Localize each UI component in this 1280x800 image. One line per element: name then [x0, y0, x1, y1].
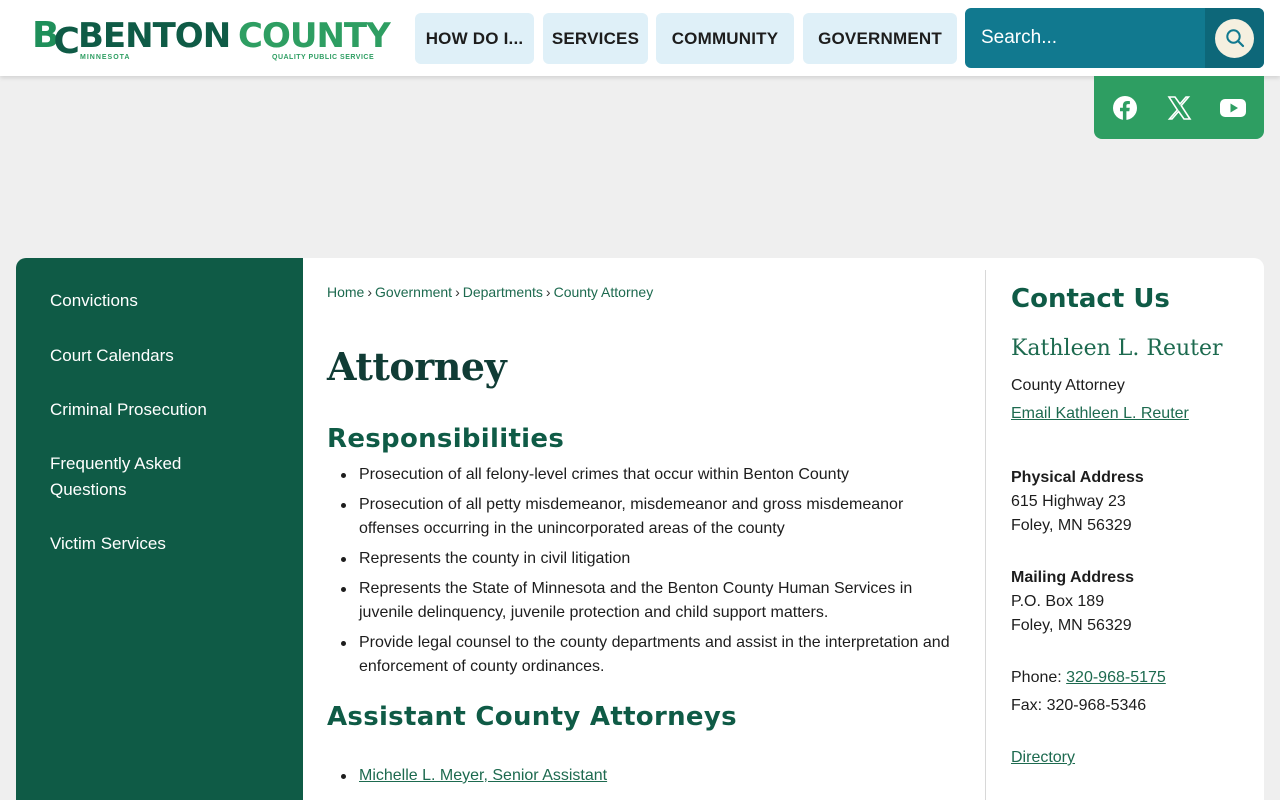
list-item: Provide legal counsel to the county departments and assist in the interpretation and enforcement of county ordinances. — [359, 631, 959, 679]
physical-address-line1: 615 Highway 23 — [1011, 493, 1126, 510]
breadcrumb-county-attorney[interactable]: County Attorney — [553, 284, 654, 300]
logo-name-benton: BENTON — [78, 16, 231, 56]
search-icon — [1215, 19, 1254, 58]
contact-email-row — [1011, 402, 1189, 426]
fax-number: Fax: 320-968-5346 — [1011, 697, 1147, 714]
search-input[interactable] — [965, 8, 1205, 68]
phone-link[interactable]: 320-968-5175 — [1066, 669, 1166, 686]
logo-name-county: COUNTY — [238, 16, 390, 56]
sidebar-item-victim-services[interactable]: Victim Services — [50, 534, 166, 553]
sidebar-nav — [16, 258, 303, 800]
x-icon[interactable] — [1165, 94, 1193, 122]
column-divider — [985, 270, 986, 800]
list-item: Prosecution of all petty misdemeanor, misdemeanor and gross misdemeanor offenses occurring in the unincorporated areas of the county — [359, 493, 959, 541]
mailing-address-heading: Mailing Address — [1011, 569, 1134, 586]
main-content — [303, 258, 1264, 800]
contact-email-link[interactable]: Email Kathleen L. Reuter — [1011, 405, 1189, 422]
page-title: Attorney — [327, 344, 507, 389]
sidebar-item-criminal-prosecution[interactable]: Criminal Prosecution — [50, 400, 207, 419]
social-media-bar — [1094, 76, 1264, 139]
directory-link[interactable]: Directory — [1011, 749, 1076, 766]
assistant-attorney-link[interactable]: Michelle L. Meyer, Senior Assistant — [359, 767, 608, 784]
mailing-address-line2: Foley, MN 56329 — [1011, 617, 1132, 634]
phone-label: Phone: — [1011, 669, 1067, 686]
assistant-attorneys-list — [359, 764, 607, 788]
list-item: Represents the State of Minnesota and the Benton County Human Services in juvenile delinquency, juvenile protection and child support matters. — [359, 577, 959, 625]
nav-how-do-i[interactable]: HOW DO I... — [415, 13, 534, 64]
assistant-attorneys-heading: Assistant County Attorneys — [327, 702, 737, 732]
breadcrumb-government[interactable]: Government — [375, 284, 453, 300]
contact-role: County Attorney — [1011, 377, 1125, 394]
responsibilities-heading: Responsibilities — [327, 424, 565, 454]
contact-title: Contact Us — [1011, 284, 1170, 314]
breadcrumb-separator: › — [455, 284, 460, 300]
sidebar-item-faq[interactable]: Frequently Asked Questions — [50, 454, 182, 499]
search-bar — [965, 8, 1264, 68]
physical-address-line2: Foley, MN 56329 — [1011, 517, 1132, 534]
breadcrumb-departments[interactable]: Departments — [462, 284, 543, 300]
youtube-icon[interactable] — [1219, 94, 1247, 122]
nav-services[interactable]: SERVICES — [543, 13, 648, 64]
logo-state: MINNESOTA — [80, 54, 131, 61]
logo-tagline: QUALITY PUBLIC SERVICE — [272, 54, 375, 61]
facebook-icon[interactable] — [1111, 94, 1139, 122]
physical-address-heading: Physical Address — [1011, 469, 1144, 486]
breadcrumb-separator: › — [545, 284, 551, 300]
search-button[interactable] — [1205, 8, 1264, 68]
responsibilities-list — [359, 463, 959, 685]
nav-government[interactable]: GOVERNMENT — [803, 13, 957, 64]
site-header — [0, 0, 1280, 76]
contact-name: Kathleen L. Reuter — [1011, 336, 1223, 361]
sidebar-item-court-calendars[interactable]: Court Calendars — [50, 346, 174, 365]
breadcrumb-home[interactable]: Home — [327, 284, 365, 300]
list-item: Represents the county in civil litigation — [359, 547, 959, 571]
logo-mark: BC — [32, 15, 74, 62]
breadcrumb — [327, 284, 653, 300]
list-item — [359, 764, 607, 788]
phone-row — [1011, 666, 1166, 690]
breadcrumb-separator: › — [367, 284, 373, 300]
sidebar-item-convictions[interactable]: Convictions — [50, 291, 138, 310]
directory-row — [1011, 746, 1075, 770]
nav-community[interactable]: COMMUNITY — [656, 13, 794, 64]
benton-county-logo[interactable] — [32, 14, 394, 64]
list-item: Prosecution of all felony-level crimes that occur within Benton County — [359, 463, 959, 487]
mailing-address-line1: P.O. Box 189 — [1011, 593, 1105, 610]
